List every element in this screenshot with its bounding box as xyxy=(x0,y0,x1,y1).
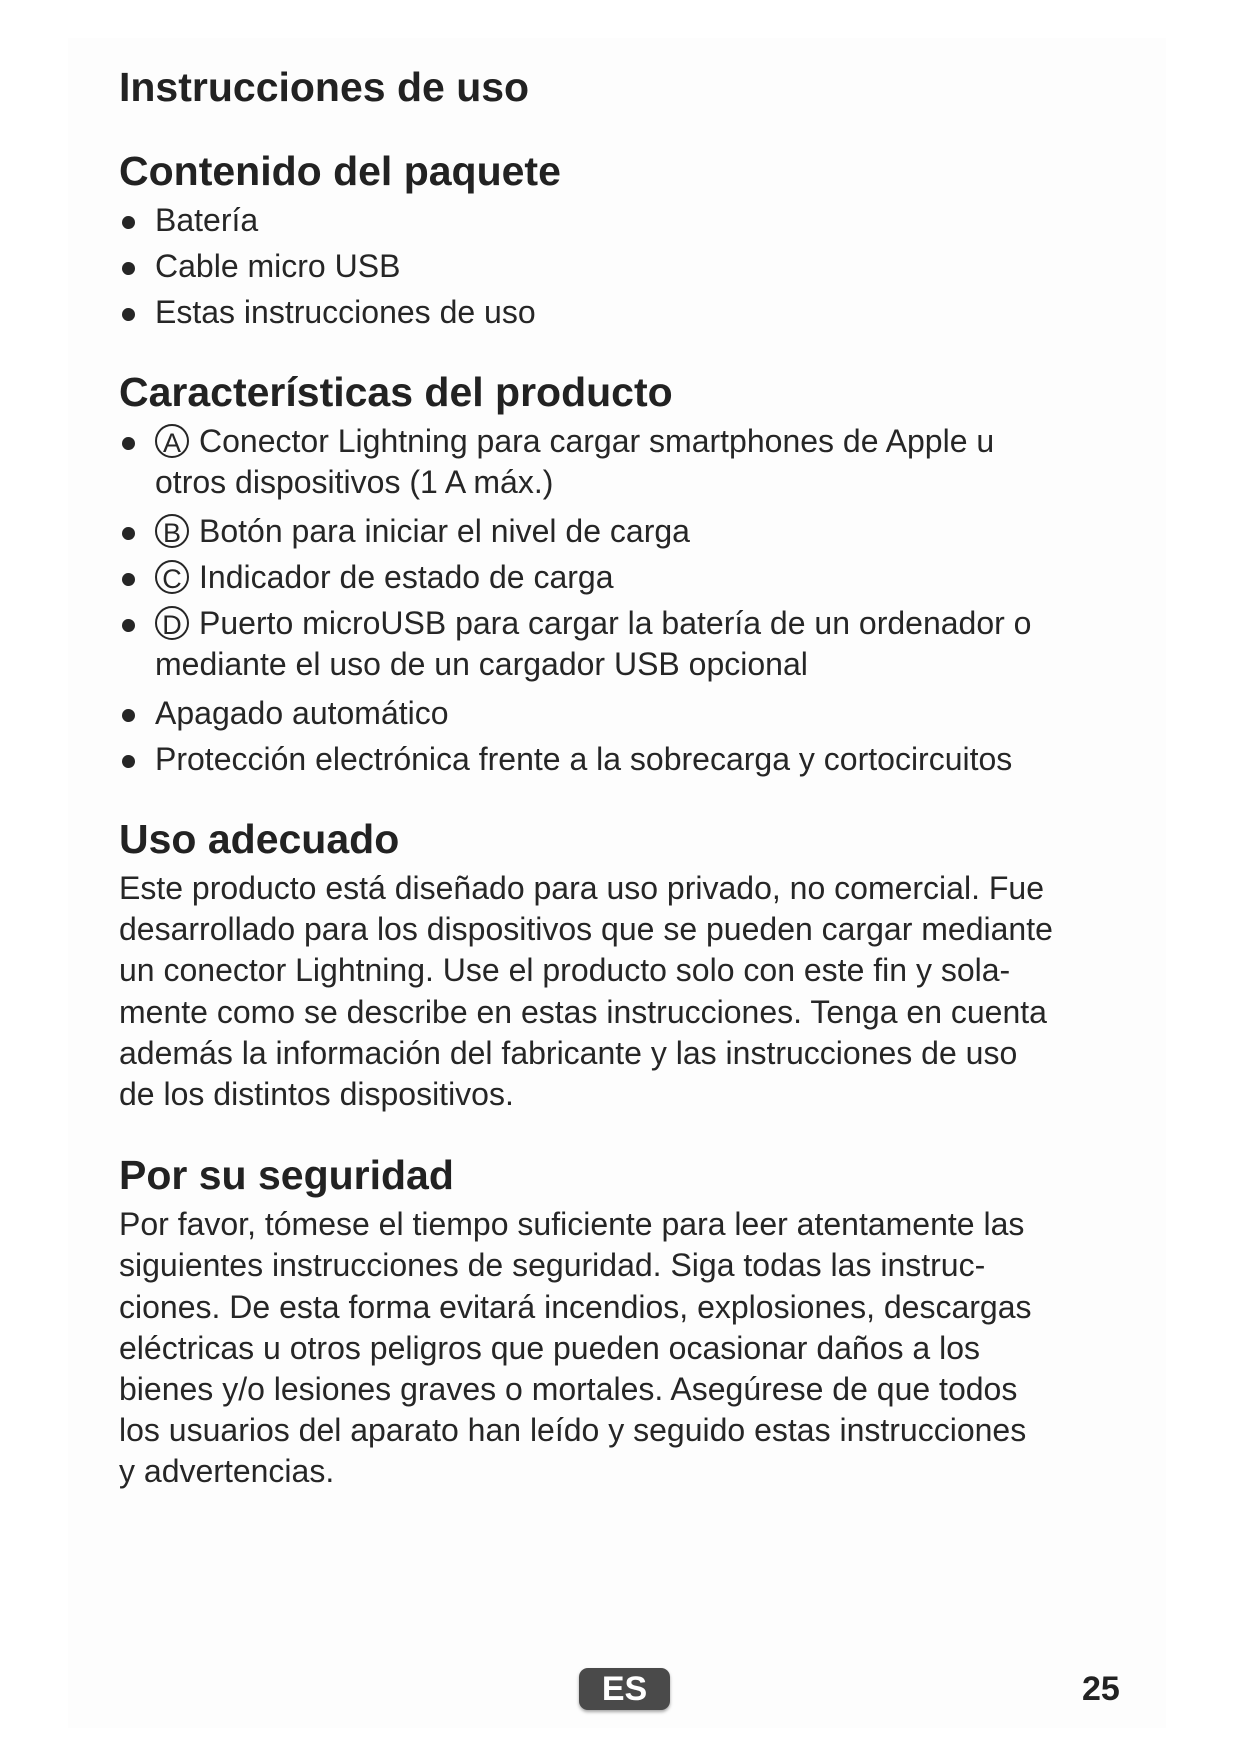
bullet-icon xyxy=(122,573,135,586)
safety-section xyxy=(119,1152,1139,1492)
document-title: Instrucciones de uso xyxy=(119,64,530,110)
intended-use-section xyxy=(119,816,1139,1115)
intended-use-paragraph: Este producto está diseñado para uso privado, no comercial. Fue desarrollado para los dispositivos que se pueden cargar mediante un conector Lightning. Use el producto solo con este fin y sola- mente como se describe en estas instrucciones. Tenga en cuenta además la información del fabricante y las instrucciones de uso de los distintos dispositivos. xyxy=(119,870,1053,1113)
package-contents-section xyxy=(119,148,1139,333)
list-item: A Conector Lightning para cargar smartphones de Apple u otros dispositivos (1 A máx.) xyxy=(119,421,1139,503)
circled-letter-c-icon: C xyxy=(155,560,189,594)
intended-use-heading: Uso adecuado xyxy=(119,816,400,862)
page-content xyxy=(119,64,1139,1493)
page-number: 25 xyxy=(1082,1670,1120,1708)
bullet-icon xyxy=(122,619,135,632)
circled-letter-b-icon: B xyxy=(155,514,189,548)
bullet-icon xyxy=(122,709,135,722)
list-item: Batería xyxy=(119,200,1139,241)
bullet-icon xyxy=(122,755,135,768)
list-item: Estas instrucciones de uso xyxy=(119,292,1139,333)
bullet-icon xyxy=(122,262,135,275)
package-contents-heading: Contenido del paquete xyxy=(119,148,561,194)
circled-letter-a-icon: A xyxy=(155,424,189,458)
list-item: D Puerto microUSB para cargar la batería de un ordenador o mediante el uso de un cargador USB opcional xyxy=(119,603,1139,685)
list-item: B Botón para iniciar el nivel de carga xyxy=(119,511,1139,552)
safety-heading: Por su seguridad xyxy=(119,1152,454,1199)
bullet-icon xyxy=(122,437,135,450)
language-badge: ES xyxy=(579,1668,670,1710)
package-contents-list xyxy=(119,200,1139,333)
bullet-icon xyxy=(122,527,135,540)
product-features-list xyxy=(119,421,1139,780)
list-item: Cable micro USB xyxy=(119,246,1139,287)
product-features-section xyxy=(119,369,1139,780)
list-item: Protección electrónica frente a la sobrecarga y cortocircuitos xyxy=(119,739,1139,780)
bullet-icon xyxy=(122,308,135,321)
list-item: Apagado automático xyxy=(119,693,1139,734)
circled-letter-d-icon: D xyxy=(155,606,189,640)
bullet-icon xyxy=(122,216,135,229)
list-item: C Indicador de estado de carga xyxy=(119,557,1139,598)
product-features-heading: Características del producto xyxy=(119,369,673,415)
safety-paragraph: Por favor, tómese el tiempo suficiente para leer atentamente las siguientes instrucciones de seguridad. Siga todas las instruc- ciones. De esta forma evitará incendios, explosiones, descargas eléctricas u otros peligros que pueden ocasionar daños a los bienes y/o lesiones graves o mortales. Asegúrese de que todos los usuarios del aparato han leído y seguido estas instrucciones y advertencias. xyxy=(119,1206,1032,1490)
